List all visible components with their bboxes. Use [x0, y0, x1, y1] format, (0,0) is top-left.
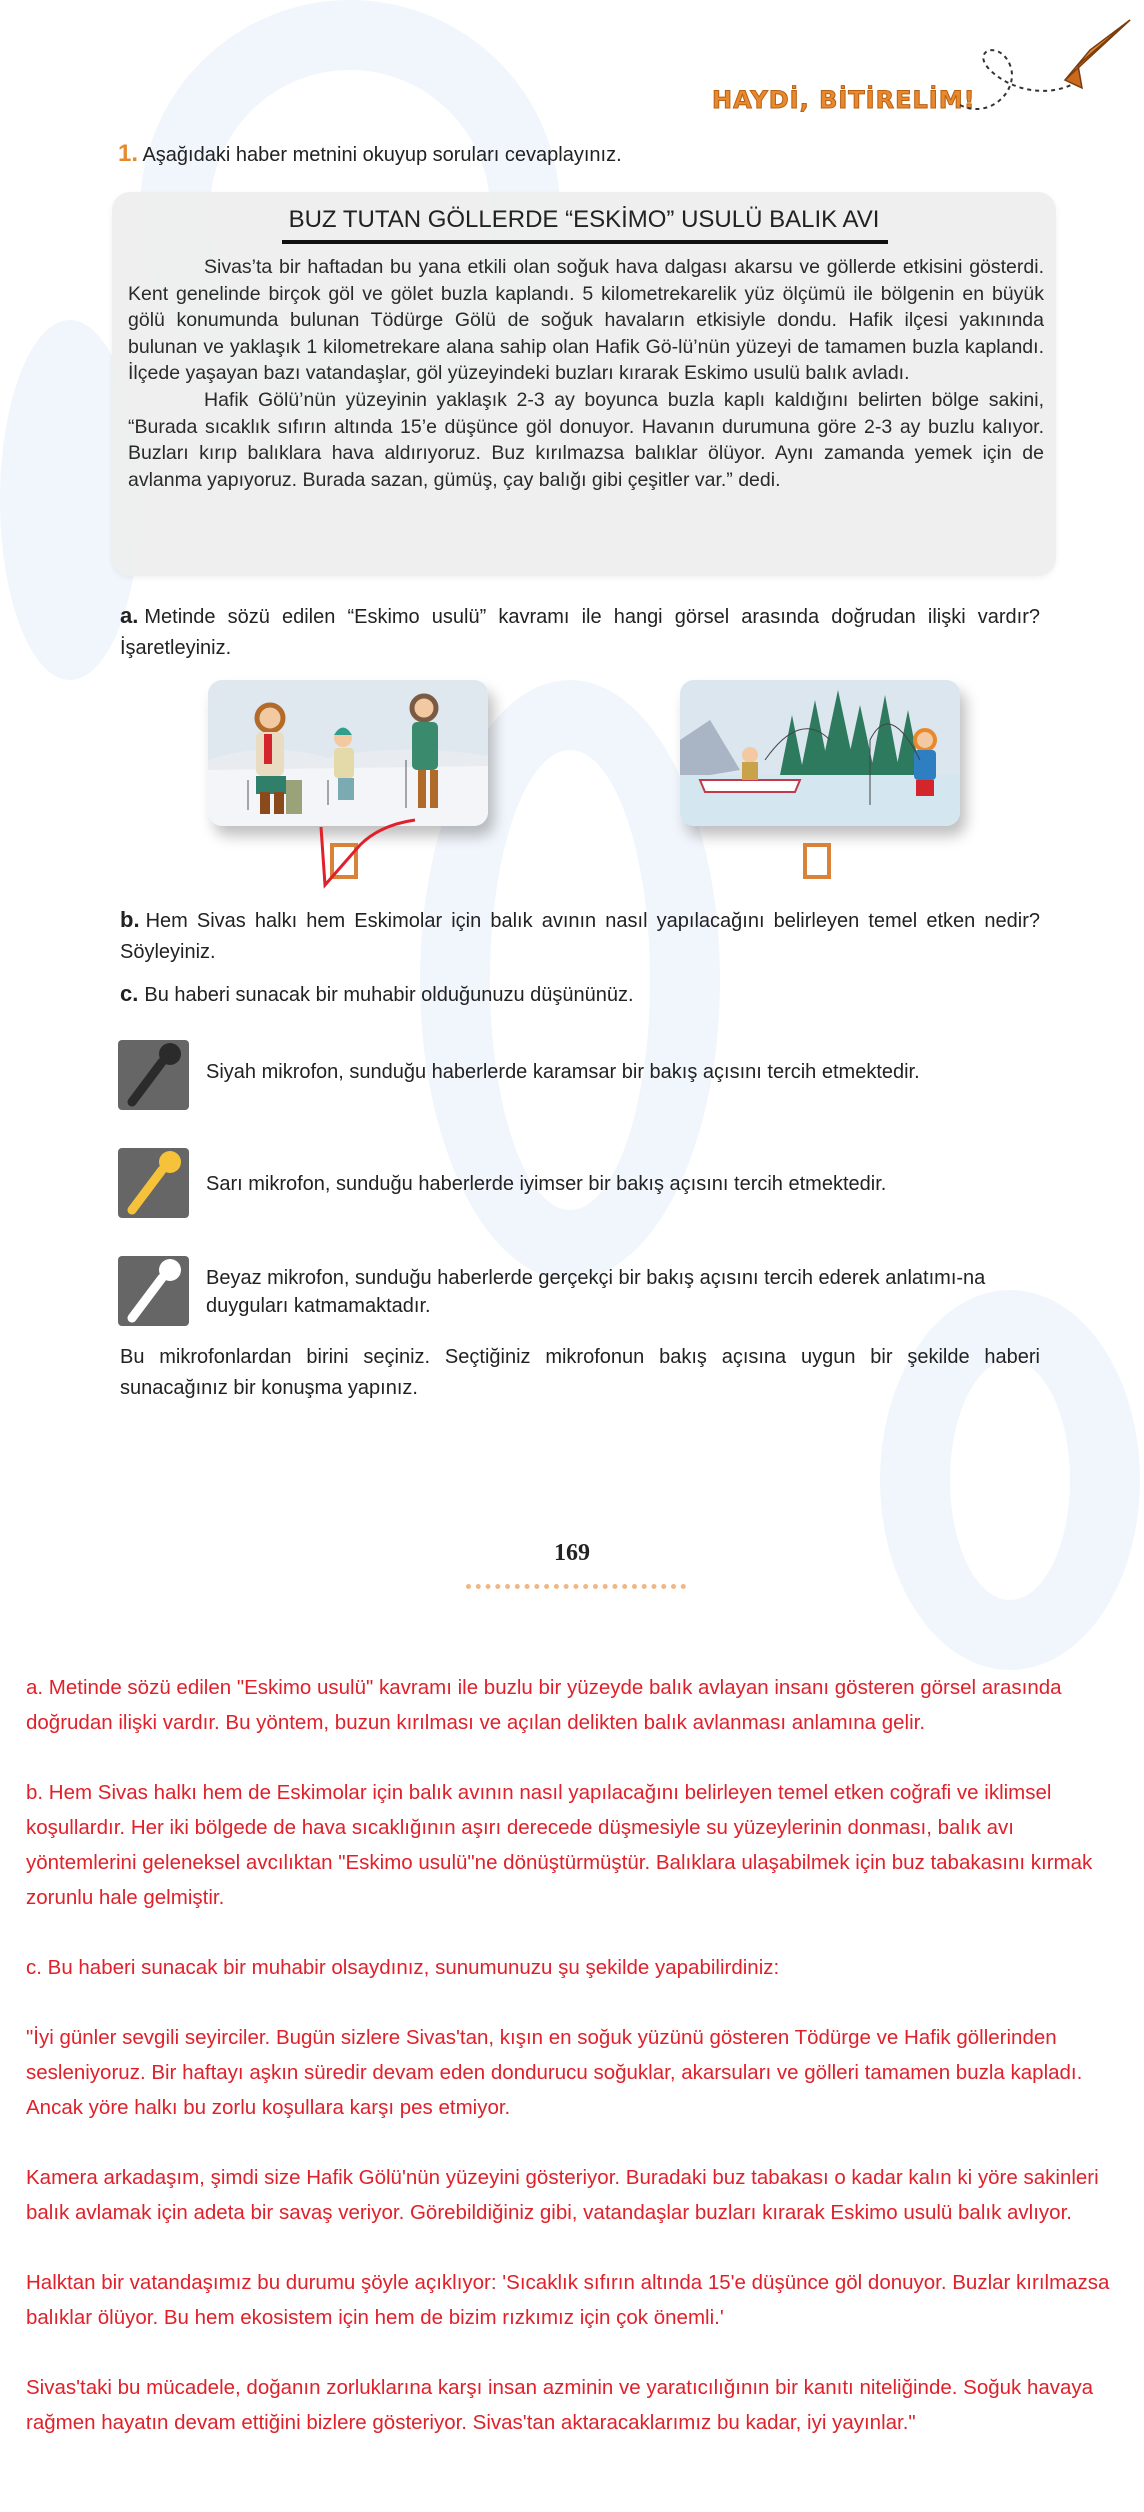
sub-question-c	[120, 978, 1040, 1011]
question-prompt: Aşağıdaki haber metnini okuyup soruları cevaplayınız.	[142, 144, 622, 166]
title-underline	[282, 240, 888, 244]
question-1	[118, 140, 622, 168]
sub-question-letter: c.	[120, 981, 139, 1006]
news-article-box	[112, 192, 1056, 576]
answer-section	[26, 1670, 1126, 2475]
news-paragraph: Hafik Gölü’nün yüzeyinin yaklaşık 2-3 ay boyunca buzla kaplı kaldığını belirten bölge sakini, “Burada sıcaklık sıfırın altında 15’e düşünce göl donuyor. Havanın durumuna göre 2-3 ay buzlu kalıyor. Buzları kırıp balıklara hava aldırıyoruz. Buz kırılmazsa balıklar ölüyor. Aynı zamanda yemek için de avlanma yapıyoruz. Burada sazan, gümüş, çay balığı gibi çeşitler var.” dedi.	[128, 388, 1044, 491]
instruction-text: Bu mikrofonlardan birini seçiniz. Seçtiğiniz mikrofonun bakış açısına uygun bir şekilde haberi sunacağınız bir konuşma yapınız.	[120, 1346, 1040, 1399]
white-microphone-icon	[118, 1256, 189, 1326]
answer-a: a. Metinde sözü edilen "Eskimo usulü" kavramı ile buzlu bir yüzeyde balık avlayan insanı gösteren görsel arasında doğrudan ilişki vardır. Bu yöntem, buzun kırılması ve açılan delikten balık avlanması anlamına gelir.	[26, 1676, 1062, 1734]
white-microphone-description: Beyaz mikrofon, sunduğu haberlerde gerçekçi bir bakış açısını tercih ederek anlatımı-na duyguları katmamaktadır.	[206, 1267, 986, 1317]
page-number-decoration	[466, 1584, 686, 1594]
news-title: BUZ TUTAN GÖLLERDE “ESKİMO” USULÜ BALIK AVI	[288, 206, 880, 233]
sub-question-text: Bu haberi sunacak bir muhabir olduğunuzu düşününüz.	[144, 984, 634, 1006]
sub-question-text: Metinde sözü edilen “Eskimo usulü” kavramı ile hangi görsel arasında doğrudan ilişki vardır? İşaretleyiniz.	[120, 606, 1040, 659]
sub-question-text: Hem Sivas halkı hem Eskimolar için balık avının nasıl yapılacağını belirleyen temel etken nedir? Söyleyiniz.	[120, 910, 1040, 963]
answer-b: b. Hem Sivas halkı hem de Eskimolar için balık avının nasıl yapılacağını belirleyen temel etken coğrafi ve iklimsel koşullardır. Her iki bölgede de hava sıcaklığının aşırı derecede düşmesiyle su yüzeylerinin donması, balık avı yöntemlerini geleneksel avcılıktan "Eskimo usulü"ne dönüştürmüştür. Balıklara ulaşabilmek için buz tabakasını kırmak zorunlu hale gelmiştir.	[26, 1781, 1093, 1909]
yellow-microphone-description: Sarı mikrofon, sunduğu haberlerde iyimser bir bakış açısını tercih etmektedir.	[206, 1173, 887, 1195]
sub-question-letter: b.	[120, 907, 140, 932]
answer-speech-paragraph: "İyi günler sevgili seyirciler. Bugün sizlere Sivas'tan, kışın en soğuk yüzünü gösteren Tödürge ve Hafik göllerinden sesleniyoruz. Bir haftayı aşkın süredir devam eden dondurucu soğuklar, akarsuları ve gölleri tamamen buzla kapladı. Ancak yöre halkı bu zorlu koşullara karşı pes etmiyor.	[26, 2026, 1083, 2119]
black-microphone-description: Siyah mikrofon, sunduğu haberlerde karamsar bir bakış açısını tercih etmektedir.	[206, 1061, 920, 1083]
option-2-checkbox[interactable]	[803, 843, 831, 879]
answer-speech-paragraph: Sivas'taki bu mücadele, doğanın zorluklarına karşı insan azminin ve yaratıcılığının bir kanıtı niteliğinde. Soğuk havaya rağmen hayatın devam ettiğini bizlere gösteriyor. Sivas'tan aktaracaklarımız bu kadar, iyi yayınlar."	[26, 2376, 1094, 2434]
ice-fishing-illustration	[208, 680, 488, 826]
check-mark-icon	[315, 815, 425, 890]
question-number: 1.	[118, 140, 139, 167]
sub-question-b	[120, 904, 1040, 968]
section-header-label: HAYDİ, BİTİRELİM!	[712, 86, 976, 114]
sub-question-a	[120, 600, 1040, 664]
paper-plane-icon	[950, 10, 1140, 120]
answer-speech-paragraph: Halktan bir vatandaşımız bu durumu şöyle açıklıyor: 'Sıcaklık sıfırın altında 15'e düşünce göl donuyor. Buzlar kırılmazsa balıklar ölüyor. Bu hem ekosistem için hem de bizim rızkımız için çok önemli.'	[26, 2271, 1110, 2329]
yellow-microphone-icon	[118, 1148, 189, 1218]
news-paragraph: Sivas’ta bir haftadan bu yana etkili olan soğuk hava dalgası akarsu ve göllerde etkisini gösterdi. Kent genelinde birçok göl ve gölet buzla kaplandı. 5 kilometrekarelik yüz ölçümü ile bölgenin en büyük gölü konumunda bulunan Tödürge Gölü de soğuk havaların etkisiyle dondu. Hafik ilçesi yakınında bulunan ve yaklaşık 1 kilometrekare alana sahip olan Hafik Gö-lü’nün yüzeyi de tamamen buzla kaplandı. İlçede yaşayan bazı vatandaşlar, göl yüzeyindeki buzları kırarak Eskimo usulü balık avladı.	[128, 256, 1044, 385]
news-body	[128, 254, 1044, 493]
answer-c: c. Bu haberi sunacak bir muhabir olsaydınız, sunumunuzu şu şekilde yapabilirdiniz:	[26, 1956, 780, 1979]
answer-speech-paragraph: Kamera arkadaşım, şimdi size Hafik Gölü'nün yüzeyini gösteriyor. Buradaki buz tabakası o kadar kalın ki yöre sakinleri balık avlamak için adeta bir savaş veriyor. Görebildiğiniz gibi, vatandaşlar buzları kırarak Eskimo usulü balık avlıyor.	[26, 2166, 1099, 2224]
sub-question-letter: a.	[120, 603, 139, 628]
black-microphone-icon	[118, 1040, 189, 1110]
lake-fishing-illustration	[680, 680, 960, 826]
page-number: 169	[554, 1540, 590, 1566]
